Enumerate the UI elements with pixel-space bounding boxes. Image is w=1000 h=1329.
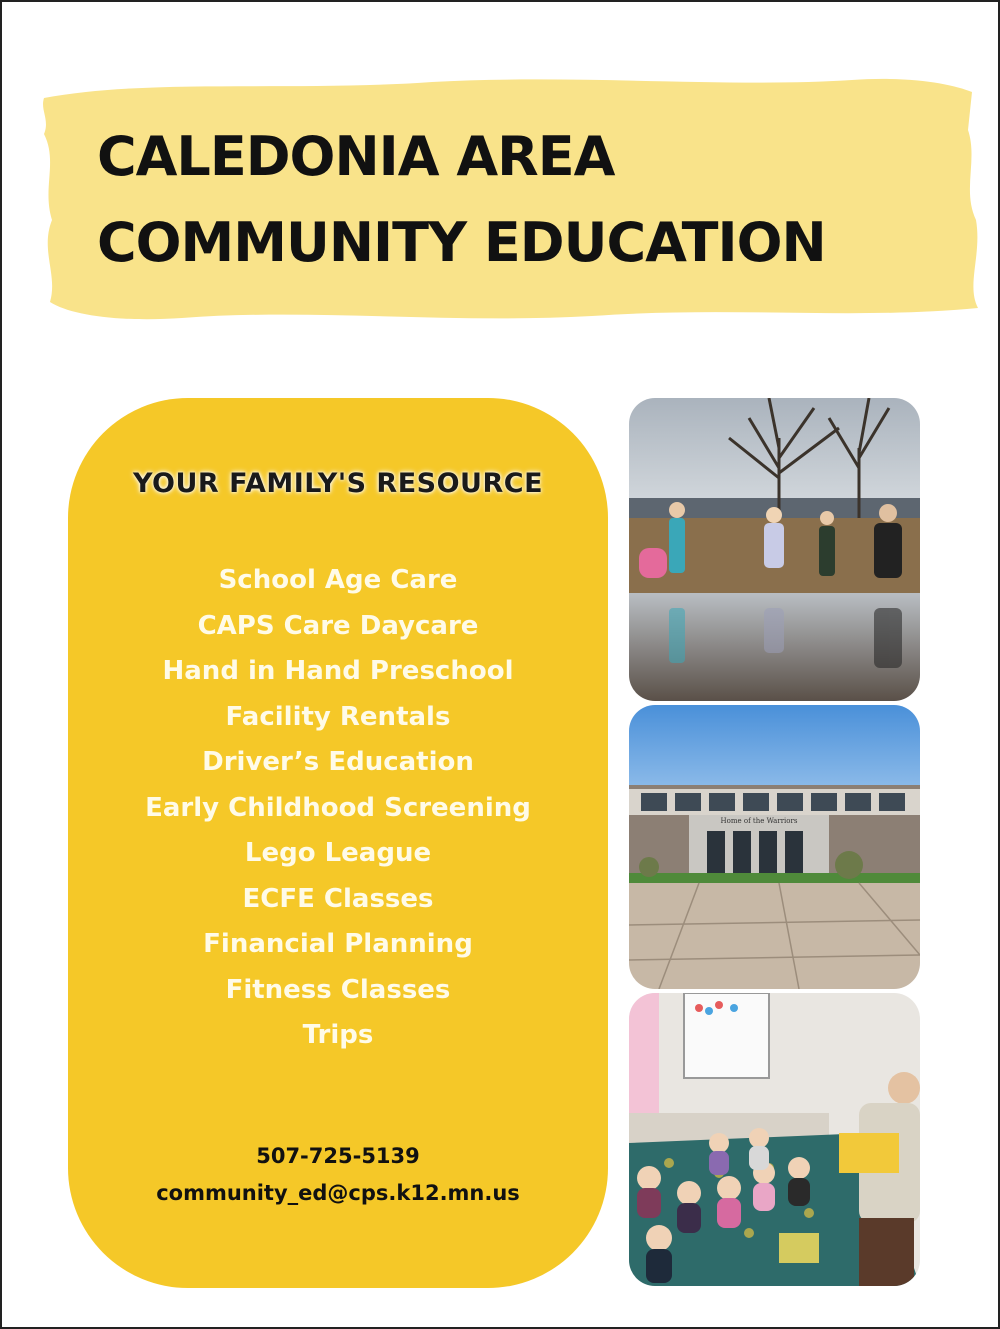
service-item: Financial Planning [203,929,473,959]
service-item: Hand in Hand Preschool [162,656,514,686]
service-item: Trips [302,1020,374,1050]
page-title [97,114,826,286]
service-item: Fitness Classes [225,974,451,1005]
service-item: Driver’s Education [202,747,474,777]
contact-info [68,1138,608,1212]
services-list [68,558,608,1059]
title-line-1: CALEDONIA AREA [97,125,615,188]
title-line-2: COMMUNITY EDUCATION [97,211,826,274]
resource-heading: YOUR FAMILY'S RESOURCE [132,468,544,499]
service-item: Facility Rentals [225,701,451,732]
service-item: Lego League [244,838,432,868]
service-item: School Age Care [218,565,458,595]
classroom-photo [629,993,920,1286]
school-building-photo [629,705,920,989]
resource-panel [68,398,608,1288]
phone-number: 507-725-5139 [256,1144,420,1168]
school-sign: Home of the Warriors [720,817,798,825]
service-item: Early Childhood Screening [145,792,531,823]
service-item: ECFE Classes [242,883,434,914]
playground-photo [629,398,920,701]
service-item: CAPS Care Daycare [197,610,479,641]
email-address: community_ed@cps.k12.mn.us [156,1181,520,1205]
